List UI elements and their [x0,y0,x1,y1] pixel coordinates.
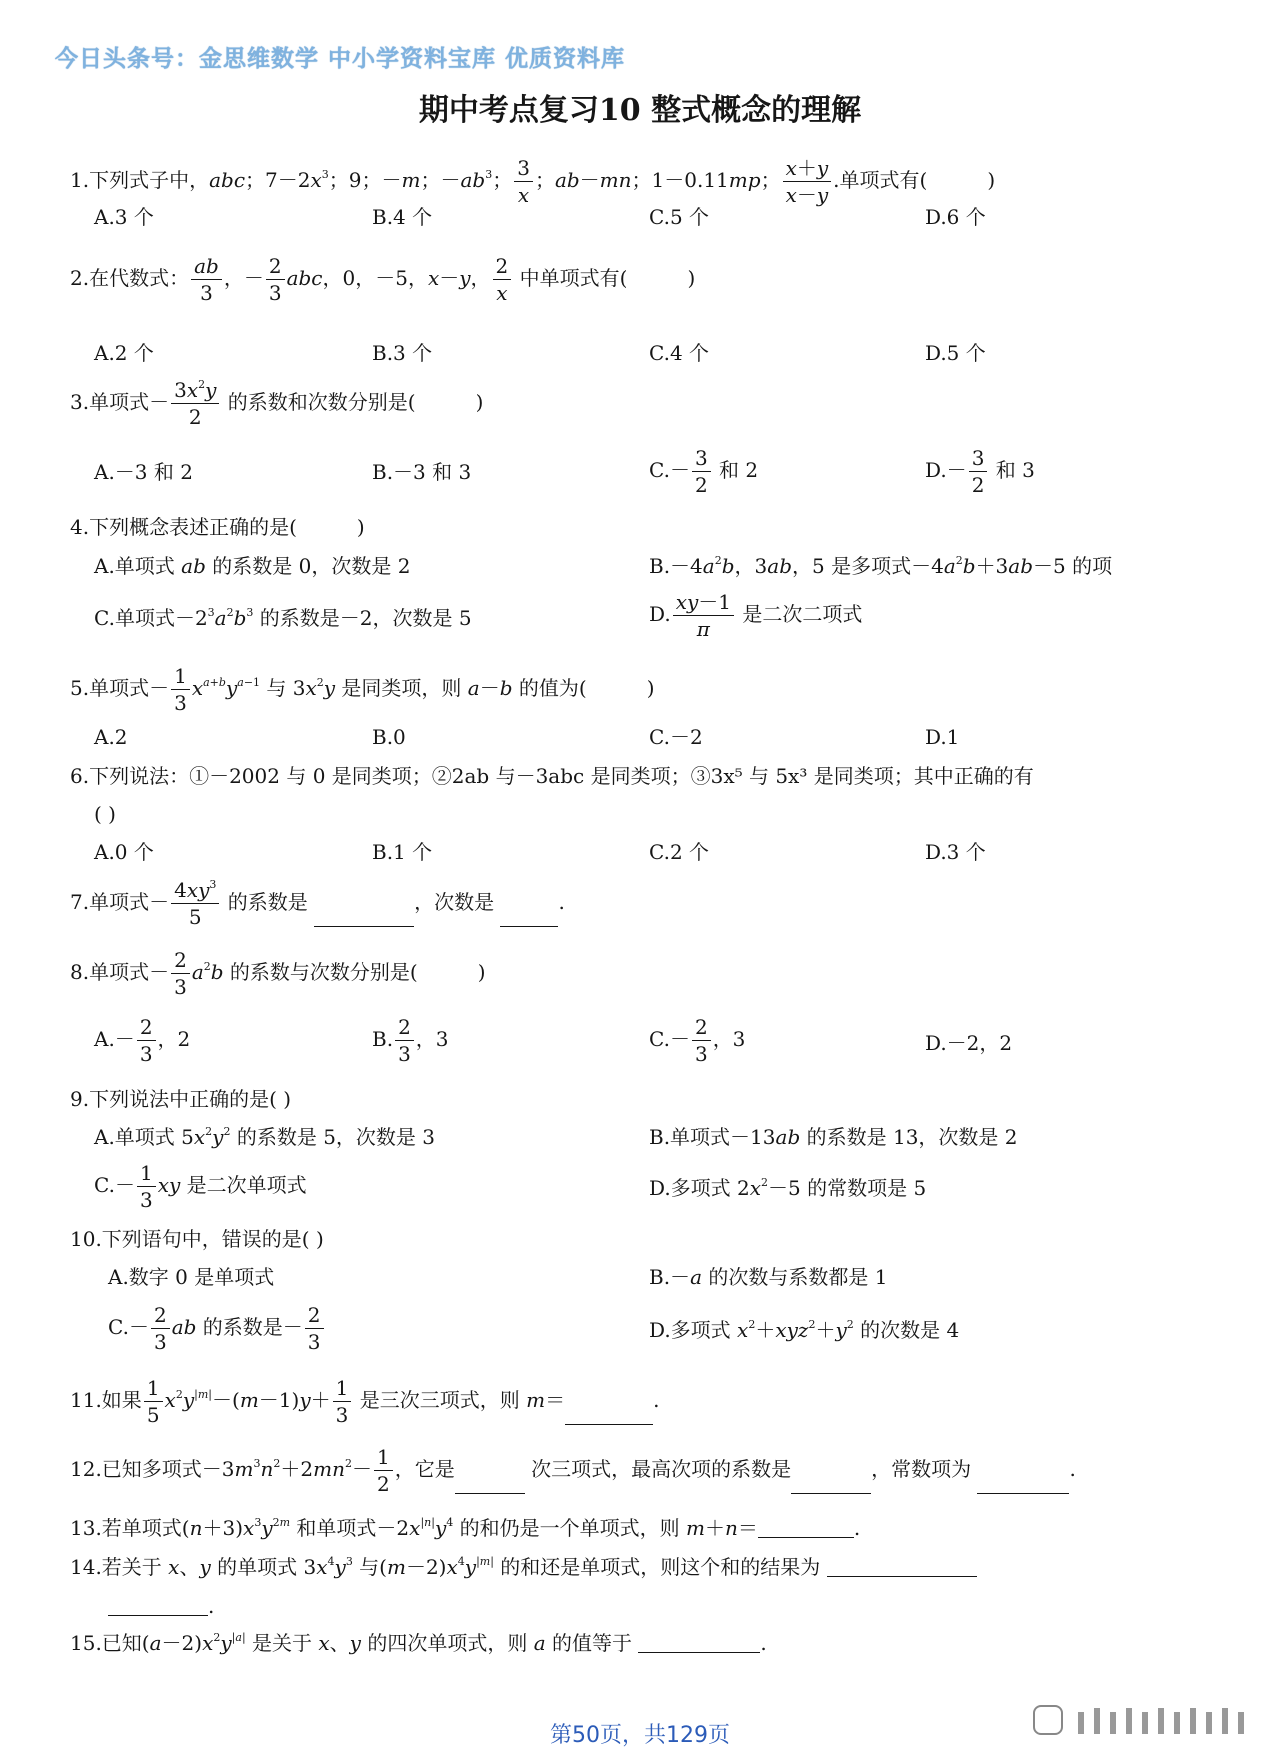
question-4: 4.下列概念表述正确的是( ) [70,515,365,539]
answer-blank[interactable] [500,904,558,927]
page-title: 期中考点复习10 整式概念的理解 [418,93,862,128]
question-6-paren: ( ) [94,802,116,826]
q4-option-d: D. $\frac{xy-1}{\pi}$ 是二次二项式 [649,590,863,641]
q1-option-d: D.6 个 [925,205,986,229]
question-8: 8.单项式－ $\frac{2}{3}$ $a^2b$ 的系数与次数分别是( ) [70,948,486,999]
q1-option-c: C.5 个 [649,205,710,229]
q2-option-b: B.3 个 [372,341,433,365]
q6-option-b: B.1 个 [372,840,433,864]
answer-blank[interactable] [827,1554,977,1577]
answer-blank[interactable] [638,1630,760,1653]
q6-option-c: C.2 个 [649,840,710,864]
question-13: 13.若单项式$(n+3)x^3y^{2m}$ 和单项式$-2x^{|n|}y^4$ 的和仍是一个单项式，则 m＋n＝ . [70,1516,861,1540]
q4-option-b: $B.-4a^2b$，3ab，5 是多项式$-4a^2b+3ab-5$ 的项 [649,554,1113,578]
answer-blank[interactable] [791,1471,871,1494]
q9-option-a: A.单项式 $5x^2y^2$ 的系数是 5，次数是 3 [94,1125,436,1149]
question-15: 15.已知$(a-2)x^2y^{|a|}$ 是关于 x、y 的四次单项式，则 a 的值等于 . [70,1631,767,1655]
q3-option-b: B.－3 和 3 [372,460,472,484]
q2-option-d: D.5 个 [925,341,986,365]
q9-option-b: B.单项式－13ab 的系数是 13，次数是 2 [649,1125,1018,1149]
q3-option-a: A.－3 和 2 [94,460,193,484]
q3-option-d: D.－ $\frac{3}{2}$ 和 3 [925,446,1035,497]
question-7: 7.单项式－ $\frac{4xy^3}{5}$ 的系数是 ，次数是 . [70,878,565,929]
q8-option-c: C.－ $\frac{2}{3}$ ，3 [649,1015,746,1066]
q1-option-a: A.3 个 [94,205,154,229]
answer-blank[interactable] [758,1515,854,1538]
answer-blank[interactable] [455,1471,525,1494]
question-12: 12.已知多项式$-3m^3n^2+2mn^2-$ $\frac{1}{2}$ ，它是 次三项式，最高次项的系数是 ，常数项为 . [70,1445,1076,1496]
question-1: 1.下列式子中，abc；$7-2x^3$；9；－m；$-ab^3$； $\frac{3}{x}$ ；ab－mn；1－0.11mp； $\frac{x+y}{x-y}$ .单项式有( ) [70,156,996,207]
question-3: 3.单项式－ $\frac{3x^2y}{2}$ 的系数和次数分别是( ) [70,378,484,429]
question-14-continued: . [108,1593,214,1616]
question-9: 9.下列说法中正确的是( ) [70,1087,292,1111]
q9-option-d: D.多项式 $2x^2-5$ 的常数项是 5 [649,1176,927,1200]
q8-option-b: B. $\frac{2}{3}$ ，3 [372,1015,449,1066]
q2-option-a: A.2 个 [94,341,154,365]
q6-option-d: D.3 个 [925,840,986,864]
answer-blank[interactable] [108,1593,208,1616]
q6-option-a: A.0 个 [94,840,154,864]
q5-option-a: A.2 [94,725,128,749]
q5-option-b: B.0 [372,725,406,749]
q10-option-d: D.多项式 $x^2+xyz^2+y^2$ 的次数是 4 [649,1318,960,1342]
question-10: 10.下列语句中，错误的是( ) [70,1227,324,1251]
question-6: 6.下列说法：①－2002 与 0 是同类项；②2ab 与－3abc 是同类项；③3x⁵ 与 5x³ 是同类项；其中正确的有 [70,764,1034,788]
q10-option-a: A.数字 0 是单项式 [108,1265,275,1289]
watermark-banner: 今日头条号：金思维数学 中小学资料宝库 优质资料库 [55,46,626,72]
page-number: 第50页，共129页 [550,1723,730,1748]
question-14: 14.若关于 x、y 的单项式 $3x^4y^3$ 与$(m-2)x^4y^{|m|}$ 的和还是单项式，则这个和的结果为 [70,1554,977,1577]
q2-option-c: C.4 个 [649,341,710,365]
q5-option-c: C.－2 [649,725,703,749]
signal-bars-icon [1030,1700,1255,1740]
q5-option-d: D.1 [925,725,960,749]
q4-option-a: A.单项式 ab 的系数是 0，次数是 2 [94,554,411,578]
question-5: 5.单项式－ $\frac{1}{3}$ $x^{a+b}y^{a-1}$ 与 $3x^2y$ 是同类项，则 a－b 的值为( ) [70,664,655,715]
answer-blank[interactable] [565,1402,653,1425]
question-11: 11.如果 $\frac{1}{5}$ $x^2y^{|m|}-(m-1)y+$ $\frac{1}{3}$ 是三次三项式，则 m＝ . [70,1376,660,1427]
q3-option-c: C.－ $\frac{3}{2}$ 和 2 [649,446,759,497]
q8-option-d: D.－2，2 [925,1031,1013,1055]
q10-option-c: C.－ $\frac{2}{3}$ ab 的系数是－ $\frac{2}{3}$ [108,1305,326,1352]
q1-option-b: B.4 个 [372,205,433,229]
q10-option-b: B.－a 的次数与系数都是 1 [649,1265,888,1289]
question-2: 2.在代数式： $\frac{ab}{3}$ ，－ $\frac{2}{3}$ abc，0，－5，x－y， $\frac{2}{x}$ 中单项式有( ) [70,254,696,305]
q4-option-c: C.单项式$-2^3a^2b^3$ 的系数是－2，次数是 5 [94,606,472,630]
q9-option-c: C.－ $\frac{1}{3}$ xy 是二次单项式 [94,1161,307,1212]
answer-blank[interactable] [314,904,414,927]
answer-blank[interactable] [977,1471,1069,1494]
q8-option-a: A.－ $\frac{2}{3}$ ，2 [94,1015,191,1066]
